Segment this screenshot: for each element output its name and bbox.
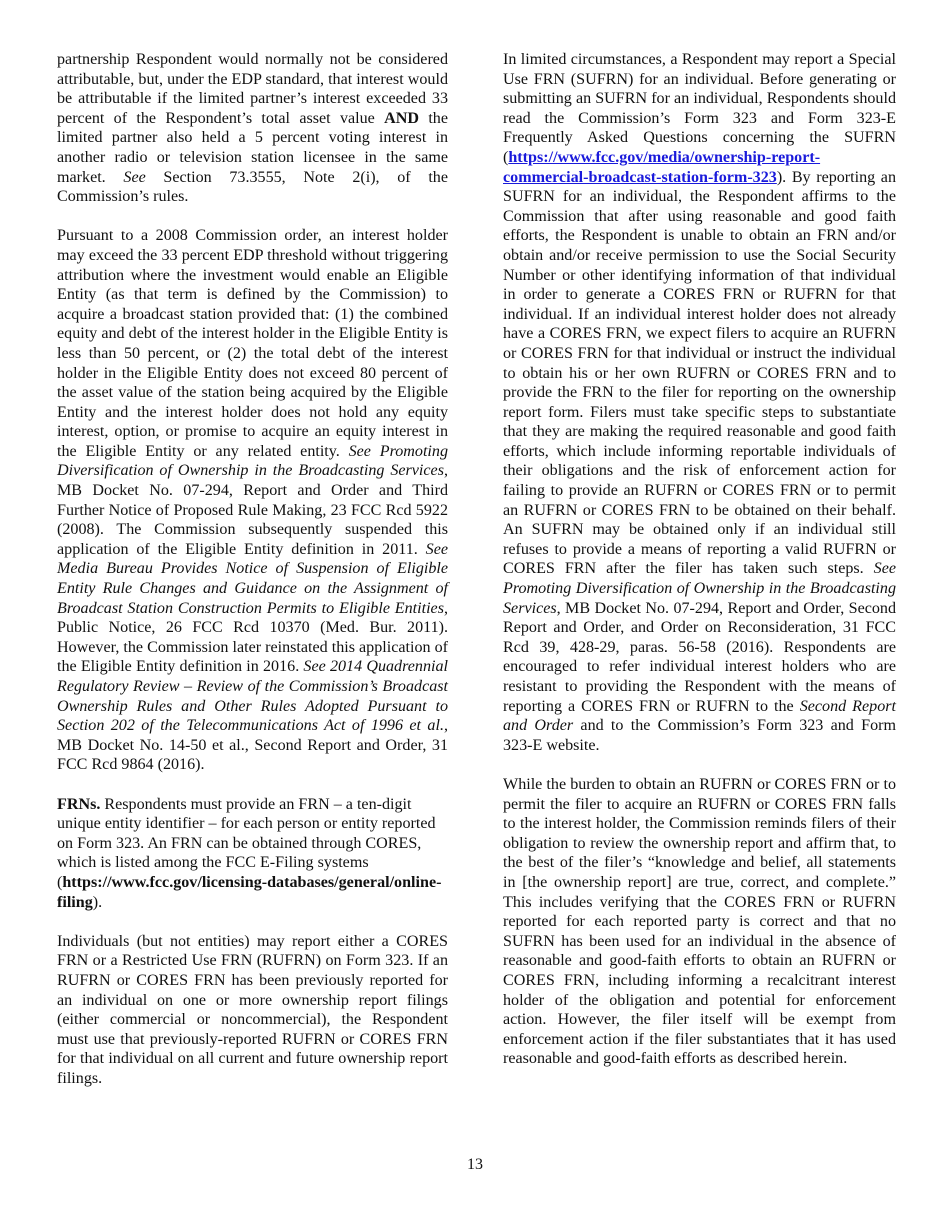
paragraph-sufrn [503,50,896,755]
paragraph-individuals-rufrn [57,932,448,1089]
text: partnership Respondent would normally not be considered attributable, but, under the EDP standard, that interest would be attributable if the limited partner’s interest exceeded 33 percent of the Respondent’s total asset value [57,51,448,127]
text: the limited partner also held a 5 percent voting interest in another radio or television station licensee in the same market. [57,109,448,186]
text: ). By reporting an SUFRN for an individual, the Respondent affirms to the Commission that after using reasonable and good faith efforts, the Respondent is unable to obtain an FRN and/or obtain and/or receive permission to use the Social Security Number or other identifying information of that individual in order to generate a CORES FRN or RUFRN for that individual. If an individual interest holder does not already have a CORES FRN, we expect filers to acquire an RUFRN or CORES FRN for that individual or instruct the individual to obtain his or her own RUFRN or CORES FRN and to provide the FRN to the filer for reporting on the ownership report form. Filers must take specific steps to substantiate that they are making the required reasonable and good faith efforts, which include informing reportable individuals of their obligations and the risk of enforcement action for failing to provide an RUFRN or CORES FRN or to permit an RUFRN or CORES FRN to be obtained on their behalf. An SUFRN may be obtained only if an individual still refuses to provide a means of reporting a valid RUFRN or CORES FRN after the filer has taken such steps. [503,168,896,578]
bold-emphasis: AND [384,109,420,127]
text: While the burden to obtain an RUFRN or CORES FRN or to permit the filer to acquire an RUFRN or CORES FRN falls to the interest holder, the Commission reminds filers of their obligation to review the ownership report and affirm that, to the best of the filer’s “knowledge and belief, all statements in [the ownership report] are true, correct, and complete.” This includes verifying that the CORES FRN or RUFRN reported for each reported party is correct and that no SUFRN has been used for an individual in the absence of reasonable and good-faith efforts to obtain an RUFRN or CORES FRN, including informing a recalcitrant interest holder of the obligation and potential for enforcement action. However, the filer itself will be exempt from enforcement action if the filer substantiates that it has used reasonable and good-faith efforts as described herein. [503,775,896,1068]
text: , Public Notice, 26 FCC Rcd 10370 (Med. Bur. 2011). However, the Commission later reinstated this application of the Eligible Entity definition in 2016. [57,599,448,676]
text: , MB Docket No. 07-294, Report and Order, Second Report and Order, and Order on Reconsideration, 31 FCC Rcd 39, 428-29, paras. 56-58 (2016). Respondents are encouraged to refer individual interest holders who are resistant to providing the Respondent with the means of reporting a CORES FRN or RUFRN to the [503,599,896,715]
text: Respondents must provide an FRN – a ten-digit unique entity identifier – for each person or entity reported on Form 323. An FRN can be obtained through CORES, which is listed among the FCC E-Filing systems ( [57,795,436,891]
citation-signal: See [123,168,146,186]
paragraph-edp-attribution [57,50,448,207]
citation-title: Second Report and Order [503,697,896,735]
paragraph-filer-obligation [503,775,896,1069]
paragraph-frns [57,795,448,913]
text: , MB Docket No. 14-50 et al., Second Report and Order, 31 FCC Rcd 9864 (2016). [57,717,448,774]
citation-title: See 2014 Quadrennial Regulatory Review – Review of the Commission’s Broadcast Ownership Rules and Other Rules Adopted Pursuant to Section 202 of the Telecommunications Act of 1996 et al. [57,658,448,735]
form-323-faq-link[interactable]: https://www.fcc.gov/media/ownership-report-commercial-broadcast-station-form-323 [503,148,821,186]
text: Section 73.3555, Note 2(i), of the Commission’s rules. [57,168,448,206]
text: Individuals (but not entities) may report either a CORES FRN or a Restricted Use FRN (RUFRN) on Form 323. If an RUFRN or CORES FRN has been previously reported for an individual on one or more ownership report filings (either commercial or noncommercial), the Respondent must use that previously-reported RUFRN or CORES FRN for that individual on all current and future ownership report filings. [57,932,448,1087]
right-column [503,50,896,1088]
citation-title: See Promoting Diversification of Ownership in the Broadcasting Services [503,560,896,617]
left-column [57,50,448,1108]
text: and to the Commission’s Form 323 and Form 323-E website. [503,717,896,754]
text: In limited circumstances, a Respondent may report a Special Use FRN (SUFRN) for an individual. Before generating or submitting an SUFRN for an individual, Respondents should read the Commission’s Form 323 and Form 323-E Frequently Asked Questions concerning the SUFRN ( [503,51,896,166]
text: , MB Docket No. 07-294, Report and Order and Third Further Notice of Proposed Rule Making, 23 FCC Rcd 5922 (2008). The Commission subsequently suspended this application of the Eligible Entity definition in 2011. [57,462,448,558]
page-number: 13 [467,1156,483,1173]
citation-title: See Promoting Diversification of Ownership in the Broadcasting Services [57,442,448,480]
online-filing-url: https://www.fcc.gov/licensing-databases/general/online-filing [57,873,442,911]
text: ). [92,893,103,911]
paragraph-eligible-entity [57,226,448,775]
text: Pursuant to a 2008 Commission order, an interest holder may exceed the 33 percent EDP threshold without triggering attribution where the investment would enable an Eligible Entity (as that term is defined by the Commission) to acquire a broadcast station provided that: (1) the combined equity and debt of the interest holder in the Eligible Entity is less than 50 percent, or (2) the total debt of the interest holder in the Eligible Entity does not exceed 80 percent of the asset value of the station being acquired by the Eligible Entity and the interest holder does not hold any equity interest, option, or promise to acquire an equity interest in the Eligible Entity or any related entity. [57,227,448,460]
section-heading-frns: FRNs. [57,795,101,813]
citation-title: See Media Bureau Provides Notice of Suspension of Eligible Entity Rule Changes and Guidance on the Assignment of Broadcast Station Construction Permits to Eligible Entities [57,540,448,617]
